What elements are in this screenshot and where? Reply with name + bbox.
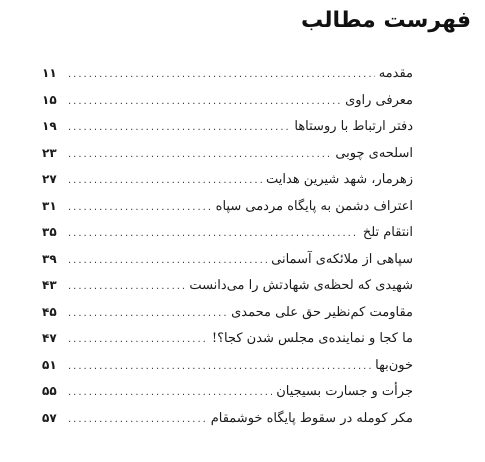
toc-entry-label: اعتراف دشمن به پایگاه مردمی سپاه — [215, 198, 413, 214]
toc-dot-leader — [68, 89, 341, 116]
toc-entry-label: معرفی راوی — [345, 92, 413, 108]
toc-entry-label: سپاهی از ملائکه‌ی آسمانی — [271, 251, 413, 267]
toc-entry — [42, 272, 413, 299]
toc-page-number: ۵۱ — [42, 357, 57, 372]
toc-entry-label: انتقام تلخ — [362, 225, 413, 240]
toc-page-number: ۳۹ — [42, 251, 57, 266]
toc-entry — [42, 193, 413, 220]
toc-entry-label: ما کجا و نماینده‌ی مجلس شدن کجا؟! — [211, 331, 413, 346]
toc-entry — [42, 325, 413, 352]
toc-page-number: ۴۷ — [42, 331, 57, 345]
toc-entry — [42, 246, 413, 273]
toc-entry-label: دفتر ارتباط با روستاها — [294, 119, 413, 134]
toc-dot-leader — [68, 168, 262, 195]
toc-dot-leader — [68, 380, 272, 407]
toc-page-number: ۳۱ — [42, 198, 57, 213]
toc-entry — [42, 378, 413, 405]
toc-entry-label: خون‌بها — [375, 357, 413, 373]
toc-entry-label: مقدمه — [378, 66, 413, 81]
toc-dot-leader — [68, 115, 290, 142]
page-title: فهرست مطالب — [300, 8, 471, 33]
toc-dot-leader — [68, 327, 208, 354]
toc-dot-leader — [68, 354, 371, 381]
toc-page-number: ۵۷ — [42, 410, 57, 425]
toc-dot-leader — [68, 62, 375, 89]
toc-entry-label: شهیدی که لحظه‌ی شهادتش را می‌دانست — [189, 278, 413, 293]
toc-entry — [42, 87, 413, 114]
toc-entry — [42, 219, 413, 246]
toc-page-number: ۴۳ — [42, 278, 57, 292]
toc-page-number: ۲۷ — [42, 172, 57, 186]
toc-dot-leader — [68, 301, 227, 328]
toc-page-number: ۳۵ — [42, 225, 57, 239]
toc-page-number: ۴۵ — [42, 304, 57, 319]
toc-dot-leader — [68, 142, 331, 169]
toc-dot-leader — [68, 274, 185, 301]
toc-entry-label: مکر کومله در سقوط پایگاه خوشمقام — [210, 410, 413, 426]
toc-entry-label: زهرمار، شهد شیرین هدایت — [266, 172, 413, 187]
toc-list — [42, 60, 413, 431]
toc-entry — [42, 60, 413, 87]
toc-page-number: ۱۵ — [42, 92, 57, 107]
toc-entry — [42, 405, 413, 432]
toc-entry — [42, 352, 413, 379]
toc-page-number: ۱۱ — [42, 66, 57, 80]
toc-page-number: ۱۹ — [42, 119, 57, 133]
toc-page-number: ۵۵ — [42, 384, 57, 398]
toc-entry — [42, 113, 413, 140]
toc-entry-label: مقاومت کم‌نظیر حق علی محمدی — [231, 304, 413, 320]
toc-page-number: ۲۳ — [42, 145, 57, 160]
toc-dot-leader — [68, 195, 212, 222]
toc-dot-leader — [68, 407, 207, 434]
toc-entry-label: جرأت و جسارت بسیجیان — [276, 384, 413, 399]
toc-dot-leader — [68, 221, 359, 248]
toc-entry-label: اسلحه‌ی چوبی — [335, 145, 413, 161]
toc-entry — [42, 166, 413, 193]
toc-entry — [42, 299, 413, 326]
toc-entry — [42, 140, 413, 167]
toc-dot-leader — [68, 248, 267, 275]
